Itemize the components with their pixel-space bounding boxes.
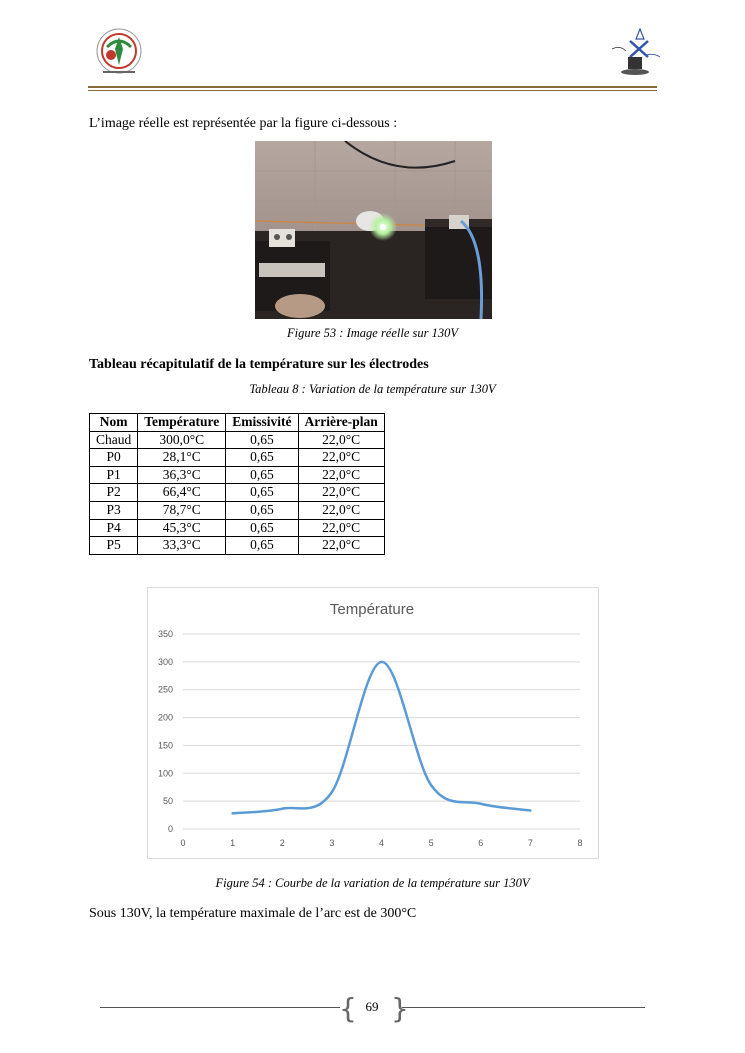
table-header-row xyxy=(90,414,385,432)
footer-rule-right xyxy=(402,1007,645,1008)
x-tick-label: 3 xyxy=(329,838,335,848)
data-point xyxy=(281,808,283,810)
cell-arriere-plan: 22,0°C xyxy=(298,501,384,519)
cell-nom: P2 xyxy=(90,484,138,502)
y-tick-label: 0 xyxy=(167,824,173,834)
x-tick-label: 8 xyxy=(577,838,583,848)
table-row xyxy=(90,449,385,467)
conclusion-paragraph: Sous 130V, la température maximale de l’arc est de 300°C xyxy=(89,906,417,921)
data-point xyxy=(231,812,233,814)
header-arriere-plan: Arrière-plan xyxy=(298,414,384,432)
temperature-table xyxy=(89,413,385,555)
x-tick-label: 2 xyxy=(279,838,285,848)
x-tick-label: 7 xyxy=(527,838,533,848)
x-tick-label: 1 xyxy=(230,838,236,848)
y-tick-label: 250 xyxy=(157,684,173,695)
x-tick-label: 6 xyxy=(478,838,484,848)
cell-nom: P3 xyxy=(90,501,138,519)
chart-title: Température xyxy=(329,601,415,618)
cell-temperature: 33,3°C xyxy=(138,537,226,555)
cell-arriere-plan: 22,0°C xyxy=(298,431,384,449)
figure-54-caption: Figure 54 : Courbe de la variation de la température sur 130V xyxy=(215,876,530,890)
chart-canvas xyxy=(148,588,598,858)
y-tick-label: 100 xyxy=(157,768,173,779)
data-point xyxy=(480,803,482,805)
x-tick-label: 5 xyxy=(428,838,434,848)
temperature-chart xyxy=(147,587,599,859)
header-emissivite: Emissivité xyxy=(226,414,298,432)
data-point xyxy=(380,661,382,663)
y-axis-ticks xyxy=(158,629,173,834)
cell-arriere-plan: 22,0°C xyxy=(298,466,384,484)
table-8-caption: Tableau 8 : Variation de la température sur 130V xyxy=(249,382,496,396)
header-rule-thin xyxy=(88,90,657,91)
data-points xyxy=(231,661,531,815)
table-row xyxy=(90,484,385,502)
series-line xyxy=(233,662,531,813)
cell-temperature: 36,3°C xyxy=(138,466,226,484)
y-tick-label: 150 xyxy=(157,740,173,751)
cell-emissivite: 0,65 xyxy=(226,501,298,519)
header-temperature: Température xyxy=(138,414,226,432)
chart-grid xyxy=(183,634,580,829)
cell-temperature: 78,7°C xyxy=(138,501,226,519)
y-tick-label: 350 xyxy=(157,629,173,639)
x-axis-ticks xyxy=(180,838,582,848)
header-nom: Nom xyxy=(90,414,138,432)
cell-emissivite: 0,65 xyxy=(226,484,298,502)
experiment-photo xyxy=(255,141,492,319)
left-brace-glyph: { xyxy=(339,992,357,1025)
data-point xyxy=(331,791,333,793)
cell-temperature: 45,3°C xyxy=(138,519,226,537)
x-tick-label: 0 xyxy=(180,838,186,848)
cell-arriere-plan: 22,0°C xyxy=(298,519,384,537)
table-row xyxy=(90,431,385,449)
table-row xyxy=(90,466,385,484)
cell-emissivite: 0,65 xyxy=(226,519,298,537)
figure-53-caption: Figure 53 : Image réelle sur 130V xyxy=(286,326,459,340)
university-logo xyxy=(93,27,145,77)
page-number: 69 xyxy=(365,999,379,1014)
table-row xyxy=(90,501,385,519)
department-logo xyxy=(610,27,662,77)
cell-nom: P5 xyxy=(90,537,138,555)
y-tick-label: 300 xyxy=(157,656,173,667)
cell-temperature: 28,1°C xyxy=(138,449,226,467)
cell-arriere-plan: 22,0°C xyxy=(298,484,384,502)
cell-emissivite: 0,65 xyxy=(226,449,298,467)
cell-nom: P4 xyxy=(90,519,138,537)
cell-emissivite: 0,65 xyxy=(226,466,298,484)
y-tick-label: 200 xyxy=(157,712,173,723)
y-tick-label: 50 xyxy=(162,796,173,807)
section-heading: Tableau récapitulatif de la température sur les électrodes xyxy=(89,357,429,372)
cell-arriere-plan: 22,0°C xyxy=(298,537,384,555)
intro-paragraph: L’image réelle est représentée par la figure ci-dessous : xyxy=(89,116,398,131)
x-tick-label: 4 xyxy=(378,838,385,848)
data-point xyxy=(430,784,432,786)
cell-nom: P0 xyxy=(90,449,138,467)
cell-emissivite: 0,65 xyxy=(226,431,298,449)
footer-rule-left xyxy=(100,1007,340,1008)
right-brace-glyph: } xyxy=(391,992,409,1025)
cell-temperature: 300,0°C xyxy=(138,431,226,449)
header-rule xyxy=(88,86,657,88)
table-row xyxy=(90,537,385,555)
cell-temperature: 66,4°C xyxy=(138,484,226,502)
cell-nom: Chaud xyxy=(90,431,138,449)
table-row xyxy=(90,519,385,537)
cell-emissivite: 0,65 xyxy=(226,537,298,555)
cell-arriere-plan: 22,0°C xyxy=(298,449,384,467)
data-point xyxy=(529,809,531,811)
cell-nom: P1 xyxy=(90,466,138,484)
